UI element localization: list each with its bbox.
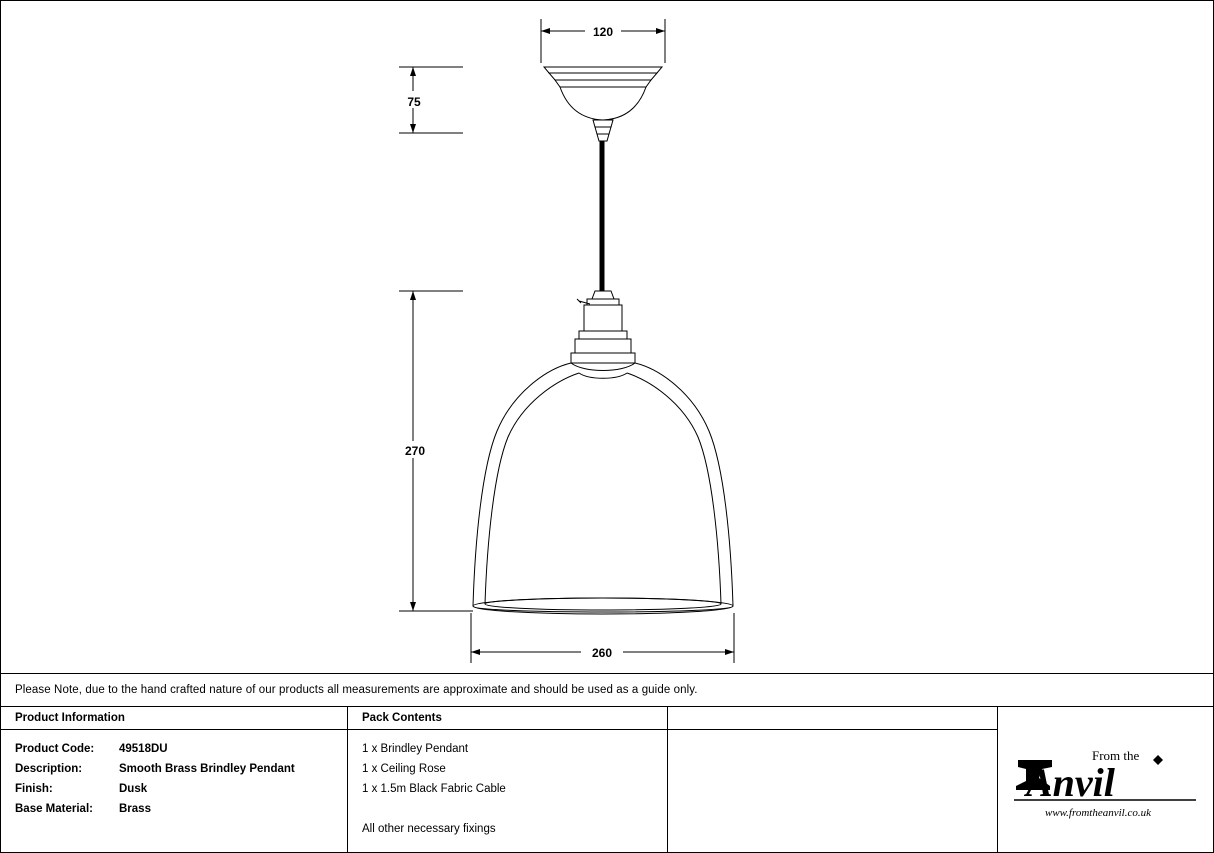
logo-line-top: From the bbox=[1091, 747, 1139, 763]
blank-column-header bbox=[668, 707, 997, 730]
product-information-body bbox=[1, 730, 347, 819]
dimension-label-shade-width: 260 bbox=[591, 646, 613, 660]
logo-brand: Anvil bbox=[1025, 759, 1115, 805]
list-item-spacer bbox=[362, 799, 653, 819]
logo-column bbox=[998, 707, 1213, 852]
base-material-value: Brass bbox=[119, 803, 151, 815]
list-item: 1 x Ceiling Rose bbox=[362, 763, 446, 775]
list-item: All other necessary fixings bbox=[362, 823, 496, 835]
product-information-header: Product Information bbox=[1, 707, 347, 730]
pack-contents-body bbox=[348, 730, 667, 839]
table-row bbox=[15, 759, 333, 779]
dimension-label-rose-height: 75 bbox=[407, 95, 421, 109]
dimension-label-width-top: 120 bbox=[592, 25, 614, 39]
base-material-label: Base Material: bbox=[15, 803, 93, 815]
finish-value: Dusk bbox=[119, 783, 148, 795]
pack-contents-header: Pack Contents bbox=[348, 707, 667, 730]
dimension-label-shade-height: 270 bbox=[404, 444, 426, 458]
note-row bbox=[1, 673, 1213, 706]
info-table bbox=[1, 706, 1213, 852]
description-value: Smooth Brass Brindley Pendant bbox=[119, 763, 295, 775]
product-code-value: 49518DU bbox=[119, 743, 168, 755]
list-item: 1 x Brindley Pendant bbox=[362, 743, 469, 755]
product-information-column bbox=[1, 707, 348, 852]
table-row bbox=[15, 739, 333, 759]
product-code-label: Product Code: bbox=[15, 743, 95, 755]
finish-label: Finish: bbox=[15, 783, 53, 795]
product-drawing bbox=[1, 1, 1214, 673]
description-label: Description: bbox=[15, 763, 83, 775]
table-row bbox=[15, 779, 333, 799]
from-the-anvil-logo bbox=[1006, 734, 1206, 826]
pack-contents-column bbox=[348, 707, 668, 852]
diamond-icon bbox=[1153, 755, 1163, 765]
measurement-note: Please Note, due to the hand crafted nature of our products all measurements are approximate and should be used as a guide only. bbox=[15, 684, 698, 696]
table-row bbox=[15, 799, 333, 819]
blank-column bbox=[668, 707, 998, 852]
list-item: 1 x 1.5m Black Fabric Cable bbox=[362, 783, 506, 795]
logo-website: www.fromtheanvil.co.uk bbox=[1044, 806, 1151, 819]
